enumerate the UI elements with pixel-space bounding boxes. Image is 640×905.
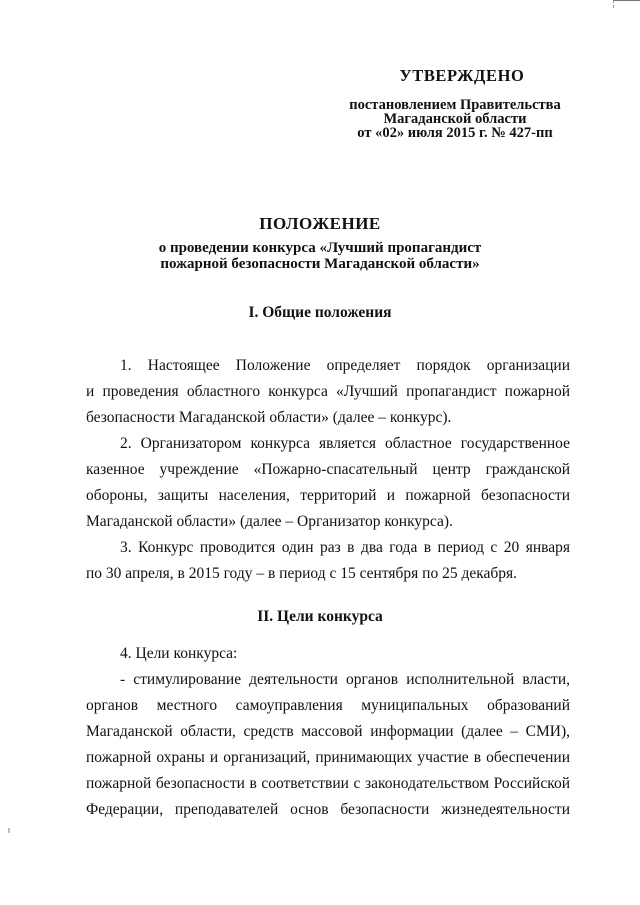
page-edge-mark xyxy=(613,0,640,8)
paragraph-2-line-4: Магаданской области» (далее – Организатор конкурса). xyxy=(86,513,453,530)
approval-line-2: Магаданской области xyxy=(383,111,527,127)
approval-line-3: от «02» июля 2015 г. № 427-пп xyxy=(357,125,553,141)
document-title: ПОЛОЖЕНИЕ xyxy=(259,214,381,233)
paragraph-3-line-2: по 30 апреля, в 2015 году – в период с 15 сентября по 25 декабря. xyxy=(86,565,518,582)
section-2-heading: II. Цели конкурса xyxy=(257,608,383,625)
paragraph-5-line-2: органов местного самоуправления муниципальных образований xyxy=(86,697,570,714)
paragraph-5-line-3: Магаданской области, средств массовой информации (далее – СМИ), xyxy=(86,723,570,740)
paragraph-2-line-3: обороны, защиты населения, территорий и пожарной безопасности xyxy=(86,487,570,504)
paragraph-1-line-2: и проведения областного конкурса «Лучший пропагандист пожарной xyxy=(86,383,570,400)
approval-block xyxy=(330,66,580,140)
document-subtitle-line-2: пожарной безопасности Магаданской области» xyxy=(160,256,480,272)
document-title-block xyxy=(0,214,640,272)
paragraph-5-line-4: пожарной охраны и организаций, принимающих участие в обеспечении xyxy=(86,749,570,766)
paragraph-2-line-1: 2. Организатором конкурса является областное государственное xyxy=(120,435,570,452)
paragraph-1-line-3: безопасности Магаданской области» (далее – конкурс). xyxy=(86,409,452,426)
paragraph-5-line-1: - стимулирование деятельности органов исполнительной власти, xyxy=(120,671,570,688)
section-1-body xyxy=(86,353,570,587)
paragraph-3-line-1: 3. Конкурс проводится один раз в два года в период с 20 января xyxy=(120,539,570,556)
paragraph-1-line-1: 1. Настоящее Положение определяет порядок организации xyxy=(120,357,570,374)
document-subtitle-line-1: о проведении конкурса «Лучший пропагандист xyxy=(158,240,482,256)
paragraph-5-line-6: Федерации, преподавателей основ безопасности жизнедеятельности xyxy=(86,801,570,818)
section-1-heading: I. Общие положения xyxy=(248,304,392,321)
section-2-body xyxy=(86,641,570,823)
paragraph-2-line-2: казенное учреждение «Пожарно-спасательный центр гражданской xyxy=(86,461,570,478)
margin-mark xyxy=(8,828,10,833)
approval-line-1: постановлением Правительства xyxy=(349,97,561,113)
paragraph-5-line-5: пожарной безопасности в соответствии с законодательством Российской xyxy=(86,775,570,792)
paragraph-4-line-1: 4. Цели конкурса: xyxy=(120,645,238,662)
approval-stamp-heading: УТВЕРЖДЕНО xyxy=(399,66,525,85)
